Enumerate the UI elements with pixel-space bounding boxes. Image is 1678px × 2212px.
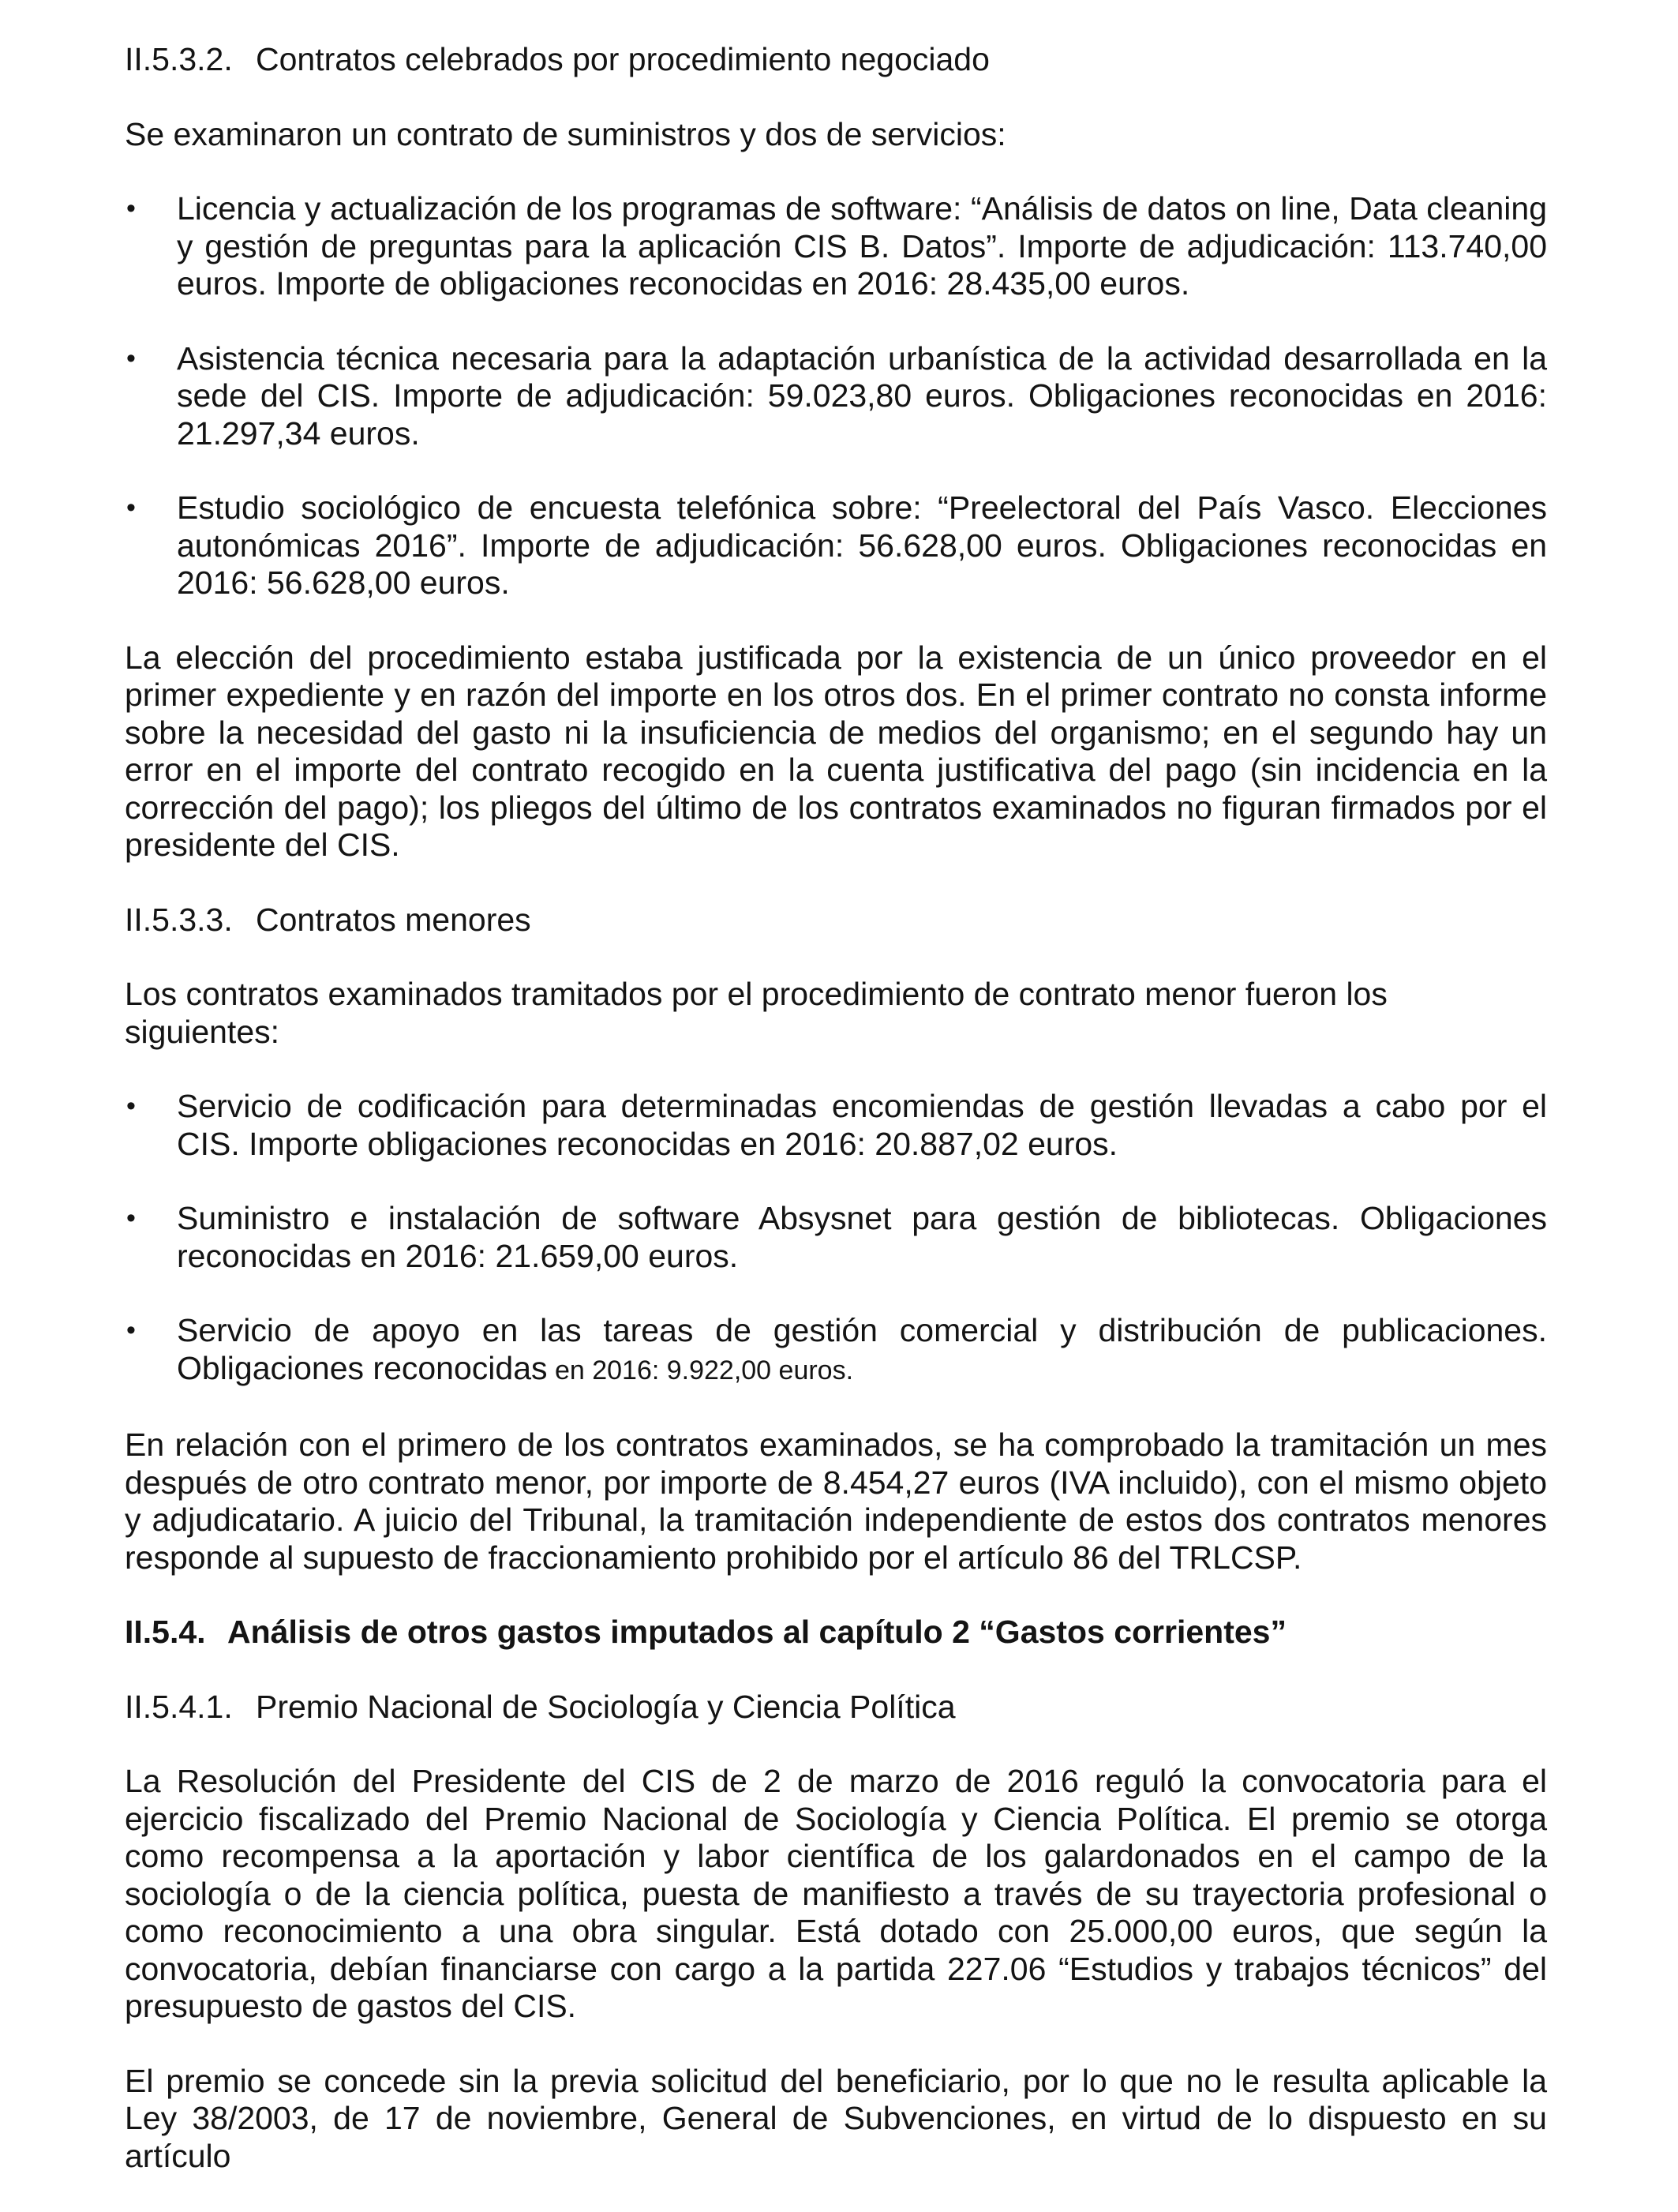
section-heading-ii-5-3-2: [125, 41, 1547, 79]
section-intro: Se examinaron un contrato de suministros y dos de servicios:: [125, 115, 1006, 152]
list-item-text: Servicio de apoyo en las tareas de gestión comercial y distribución de publicaciones. Obligaciones reconocidas: [177, 1312, 1547, 1386]
paragraph: El premio se concede sin la previa solicitud del beneficiario, por lo que no le resulta aplicable la Ley 38/2003, de 17 de noviembre, General de Subvenciones, en virtud de lo dispuesto en su artículo: [125, 2062, 1547, 2174]
section-heading-ii-5-3-3: [125, 902, 1547, 939]
section-intro: Los contratos examinados tramitados por el procedimiento de contrato menor fueron los siguientes:: [125, 976, 1388, 1050]
list-item: [125, 489, 1547, 602]
list-item-text: Suministro e instalación de software Absysnet para gestión de bibliotecas. Obligaciones reconocidas en 2016: 21.659,00 euros.: [177, 1200, 1547, 1274]
list-item: [125, 340, 1547, 453]
bullet-icon: •: [126, 1091, 136, 1121]
section-number: II.5.4.: [125, 1614, 206, 1650]
list-item: [125, 1200, 1547, 1275]
list-item-text: Licencia y actualización de los programas de software: “Análisis de datos on line, Data cleaning y gestión de preguntas para la aplicación CIS B. Datos”. Importe de adjudicación: 113.740,00 euros. Importe de obligaciones reconocidas en 2016: 28.435,00 euros.: [177, 190, 1547, 302]
section-heading-ii-5-4-1: [125, 1689, 1547, 1726]
section-title: Contratos menores: [256, 901, 531, 938]
list-item-text: Servicio de codificación para determinadas encomiendas de gestión llevadas a cabo por el CIS. Importe obligaciones reconocidas en 2016: 20.887,02 euros.: [177, 1088, 1547, 1162]
list-item: [125, 1312, 1547, 1389]
paragraph: La elección del procedimiento estaba justificada por la existencia de un único proveedor en el primer expediente y en razón del importe en los otros dos. En el primer contrato no consta informe sobre la necesidad del gasto ni la insuficiencia de medios del organismo; en el segundo hay un error en el importe del contrato recogido en la cuenta justificativa del pago (sin incidencia en la corrección del pago); los pliegos del último de los contratos examinados no figuran firmados por el presidente del CIS.: [125, 639, 1547, 863]
section-number: II.5.3.2.: [125, 41, 233, 77]
minor-contracts-list: [125, 1088, 1547, 1389]
paragraph: La Resolución del Presidente del CIS de 2 de marzo de 2016 reguló la convocatoria para el ejercicio fiscalizado del Premio Nacional de Sociología y Ciencia Política. El premio se otorga como recompensa a la aportación y labor científica de los galardonados en el campo de la sociología o de la ciencia política, puesta de manifiesto a través de su trayectoria profesional o como reconocimiento a una obra singular. Está dotado con 25.000,00 euros, que según la convocatoria, debían financiarse con cargo a la partida 227.06 “Estudios y trabajos técnicos” del presupuesto de gastos del CIS.: [125, 1763, 1547, 2024]
bullet-icon: •: [126, 1203, 136, 1233]
list-item-text-small: en 2016: 9.922,00 euros.: [547, 1355, 854, 1385]
bullet-icon: •: [126, 493, 136, 523]
section-number: II.5.3.3.: [125, 901, 233, 938]
list-item-text: Asistencia técnica necesaria para la adaptación urbanística de la actividad desarrollada en la sede del CIS. Importe de adjudicación: 59.023,80 euros. Obligaciones reconocidas en 2016: 21.297,34 euros.: [177, 339, 1547, 452]
bullet-icon: •: [126, 193, 136, 223]
bullet-icon: •: [126, 343, 136, 373]
document-page: [125, 41, 1547, 2212]
section-number: II.5.4.1.: [125, 1688, 233, 1725]
section-title: Análisis de otros gastos imputados al capítulo 2 “Gastos corrientes”: [227, 1614, 1287, 1650]
list-item-text: Estudio sociológico de encuesta telefónica sobre: “Preelectoral del País Vasco. Elecciones autonómicas 2016”. Importe de adjudicación: 56.628,00 euros. Obligaciones reconocidas en 2016: 56.628,00 euros.: [177, 489, 1547, 601]
section-title: Premio Nacional de Sociología y Ciencia Política: [256, 1688, 956, 1725]
paragraph: En relación con el primero de los contratos examinados, se ha comprobado la tramitación un mes después de otro contrato menor, por importe de 8.454,27 euros (IVA incluido), con el mismo objeto y adjudicatario. A juicio del Tribunal, la tramitación independiente de estos dos contratos menores responde al supuesto de fraccionamiento prohibido por el artículo 86 del TRLCSP.: [125, 1427, 1547, 1576]
bullet-icon: •: [126, 1315, 136, 1345]
section-title: Contratos celebrados por procedimiento negociado: [256, 41, 990, 77]
negotiated-contracts-list: [125, 190, 1547, 602]
list-item: [125, 1088, 1547, 1163]
section-heading-ii-5-4: [125, 1614, 1547, 1652]
list-item: [125, 190, 1547, 303]
